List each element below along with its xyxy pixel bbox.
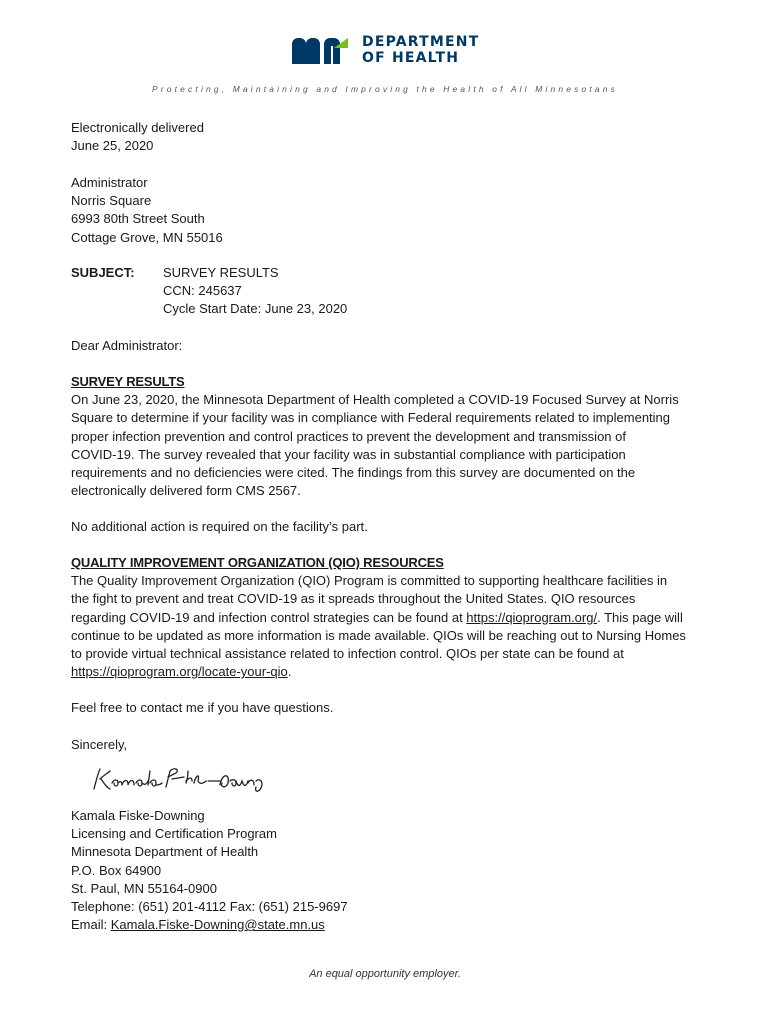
footer-equal-opportunity: An equal opportunity employer.	[309, 968, 461, 980]
sender-phone-fax: Telephone: (651) 201-4112 Fax: (651) 215-9697	[71, 899, 348, 915]
paragraph-line: proper infection prevention and control practices to prevent the development and transmission of	[71, 428, 626, 444]
paragraph-line: On June 23, 2020, the Minnesota Department of Health completed a COVID-19 Focused Survey at Norris	[71, 392, 679, 408]
paragraph-line: the fight to prevent and treat COVID-19 as it spreads throughout the United States. QIO resources	[71, 591, 636, 607]
paragraph-line-text: regarding COVID-19 and infection control strategies can be found at	[71, 609, 467, 625]
salutation: Dear Administrator:	[71, 338, 183, 353]
section-heading-qio: QUALITY IMPROVEMENT ORGANIZATION (QIO) RESOURCES	[71, 555, 444, 570]
subject-line-ccn: CCN: 245637	[163, 283, 242, 299]
qio-resources-section	[71, 554, 711, 681]
email-label: Email:	[71, 917, 111, 933]
handwritten-signature	[88, 763, 268, 795]
logo-line-health: OF HEALTH	[362, 50, 460, 66]
paragraph-line-text: . This page will	[597, 609, 683, 625]
recipient-address	[71, 174, 711, 247]
locate-your-qio-link[interactable]: https://qioprogram.org/locate-your-qio	[71, 664, 288, 680]
sender-email-link[interactable]: Kamala.Fiske-Downing@state.mn.us	[110, 917, 325, 933]
paragraph-line: COVID-19. The survey revealed that your facility was in substantial compliance with participation	[71, 446, 626, 462]
qio-program-link[interactable]: https://qioprogram.org/	[466, 609, 598, 625]
survey-results-section	[71, 373, 711, 500]
logo-line-department: DEPARTMENT	[362, 34, 480, 50]
sender-department: Minnesota Department of Health	[71, 844, 259, 860]
delivery-method: Electronically delivered	[71, 120, 204, 135]
paragraph-line: continue to be updated as more information is made available. QIOs will be reaching out to Nursing Homes	[71, 627, 686, 643]
mn-logo-icon	[290, 36, 354, 66]
sender-city: St. Paul, MN 55164-0900	[71, 880, 217, 896]
sender-po-box: P.O. Box 64900	[71, 862, 162, 878]
no-action-note: No additional action is required on the facility’s part.	[71, 519, 368, 534]
mdh-logo	[290, 34, 490, 70]
paragraph-line: to provide virtual technical assistance related to infection control. QIOs per state can be found at	[71, 646, 624, 662]
recipient-name: Norris Square	[71, 193, 152, 209]
recipient-title: Administrator	[71, 175, 148, 190]
delivery-block	[71, 119, 711, 155]
sender-block	[71, 807, 711, 934]
subject-line-cycle-date: Cycle Start Date: June 23, 2020	[163, 301, 348, 317]
sender-program: Licensing and Certification Program	[71, 826, 277, 842]
paragraph-line: The Quality Improvement Organization (QIO) Program is committed to supporting healthcare facilities in	[71, 573, 668, 589]
recipient-city: Cottage Grove, MN 55016	[71, 229, 223, 245]
letter-date: June 25, 2020	[71, 138, 154, 154]
paragraph-line: requirements and no deficiencies were cited. The findings from this survey are documented on the	[71, 465, 636, 481]
recipient-street: 6993 80th Street South	[71, 211, 205, 227]
paragraph-line: Square to determine if your facility was in compliance with Federal requirements related to implementing	[71, 410, 671, 426]
contact-note: Feel free to contact me if you have questions.	[71, 700, 334, 715]
tagline: Protecting, Maintaining and Improving the Health of All Minnesotans	[152, 84, 618, 94]
sender-name: Kamala Fiske-Downing	[71, 808, 205, 823]
subject-line-1: SURVEY RESULTS	[163, 265, 279, 280]
paragraph-line: electronically delivered form CMS 2567.	[71, 483, 301, 499]
sign-off: Sincerely,	[71, 737, 128, 752]
paragraph-line-text: .	[287, 664, 292, 680]
subject-label: SUBJECT:	[71, 265, 135, 280]
section-heading-survey-results: SURVEY RESULTS	[71, 374, 185, 389]
